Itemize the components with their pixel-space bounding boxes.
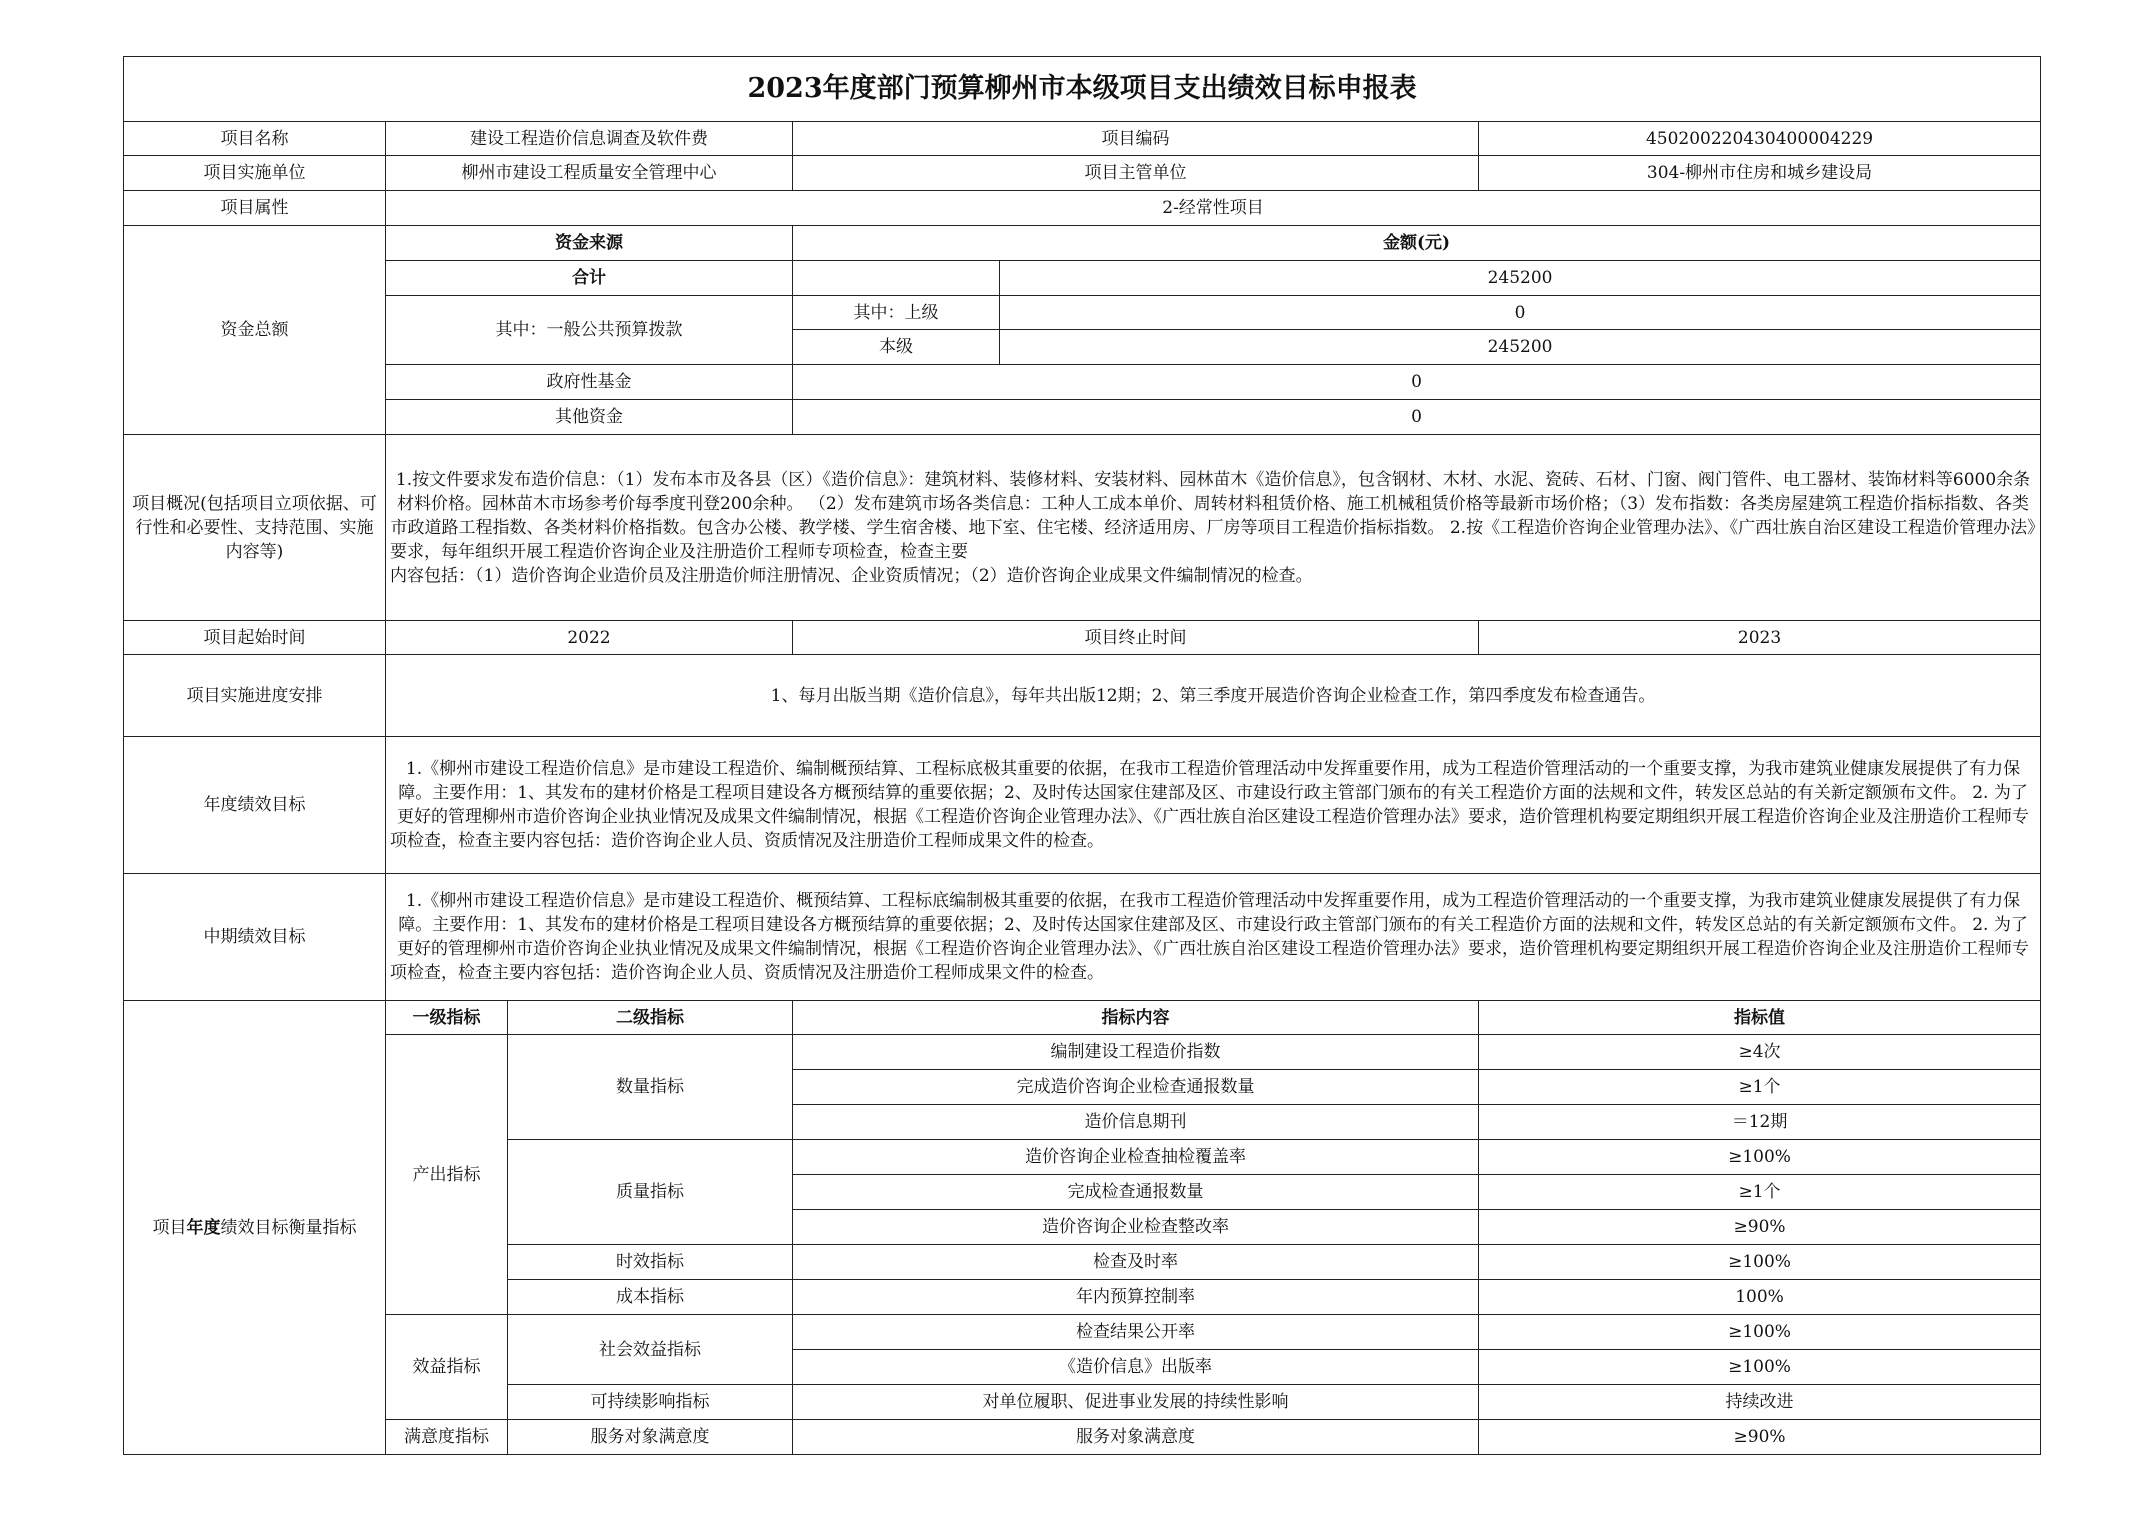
fund-total-empty	[793, 261, 1000, 296]
fund-other-label: 其他资金	[386, 400, 793, 435]
project-name-label: 项目名称	[124, 122, 386, 156]
fund-other-value: 0	[793, 400, 2041, 435]
fund-amount-header: 金额(元)	[793, 226, 2041, 261]
overview-label: 项目概况(包括项目立项依据、可行性和必要性、支持范围、实施内容等)	[124, 435, 386, 621]
fund-source-header: 资金来源	[386, 226, 793, 261]
value-header: 指标值	[1479, 1001, 2041, 1035]
indicator-content: 检查结果公开率	[793, 1315, 1479, 1350]
level1-header: 一级指标	[386, 1001, 508, 1035]
end-time-label: 项目终止时间	[793, 621, 1479, 655]
schedule-label: 项目实施进度安排	[124, 655, 386, 737]
midterm-goal-text: 1.《柳州市建设工程造价信息》是市建设工程造价、概预结算、工程标底编制极其重要的依据，在我市工程造价管理活动中发挥重要作用，成为工程造价管理活动的一个重要支撑，为我市建筑业健康发展提供了有力保障。主要作用：1、其发布的建材价格是工程项目建设各方概预结算的重要依据；2、及时传达国家住建部及区、市建设行政主管部门颁布的有关工程造价方面的法规和文件，转发区总站的有关新定额颁布文件。 2. 为了更好的管理柳州市造价咨询企业执业情况及成果文件编制情况，根据《工程造价咨询企业管理办法》、《广西壮族自治区建设工程造价管理办法》要求，造价管理机构要定期组织开展工程造价咨询企业及注册造价工程师专项检查，检查主要内容包括：造价咨询企业人员、资质情况及注册造价工程师成果文件的检查。	[386, 874, 2041, 1001]
indicator-content: 服务对象满意度	[793, 1420, 1479, 1455]
indicator-value: ≥100%	[1479, 1140, 2041, 1175]
fund-gov-value: 0	[793, 365, 2041, 400]
indicator-content: 编制建设工程造价指数	[793, 1035, 1479, 1070]
indicator-content: 造价咨询企业检查整改率	[793, 1210, 1479, 1245]
overview-text-main: 1.按文件要求发布造价信息：（1）发布本市及各县（区）《造价信息》：建筑材料、装修材料、安装材料、园林苗木《造价信息》，包含钢材、木材、水泥、瓷砖、石材、门窗、阀门管件、电工器材、装饰材料等6000余条材料价格。园林苗木市场参考价每季度刊登200余种。 （2）发布建筑市场各类信息：工种人工成本单价、周转材料租赁价格、施工机械租赁价格等最新市场价格；（3）发布指数：各类房屋建筑工程造价指标指数、各类市政道路工程指数、各类材料价格指数。包含办公楼、教学楼、学生宿舍楼、地下室、住宅楼、经济适用房、厂房等项目工程造价指标指数。 2.按《工程造价咨询企业管理办法》、《广西壮族自治区建设工程造价管理办法》要求，每年组织开展工程造价咨询企业及注册造价工程师专项检查，检查主要	[390, 469, 2036, 562]
quantity-indicator: 数量指标	[508, 1035, 793, 1140]
fund-general-label: 其中：一般公共预算拨款	[386, 296, 793, 365]
fund-local-label: 本级	[793, 330, 1000, 365]
form-title: 2023年度部门预算柳州市本级项目支出绩效目标申报表	[124, 57, 2041, 122]
social-benefit-indicator: 社会效益指标	[508, 1315, 793, 1385]
indicators-label-pre: 项目	[152, 1217, 187, 1238]
indicators-label-post: 绩效目标衡量指标	[220, 1217, 357, 1238]
indicator-value: ≥100%	[1479, 1245, 2041, 1280]
satisfaction-indicator: 满意度指标	[386, 1420, 508, 1455]
fund-total-label: 合计	[386, 261, 793, 296]
fund-local-value: 245200	[1000, 330, 2041, 365]
project-code-value: 450200220430400004229	[1479, 122, 2041, 156]
indicators-label-bold: 年度	[186, 1217, 221, 1238]
indicator-value: ≥100%	[1479, 1350, 2041, 1385]
fund-total-value: 245200	[1000, 261, 2041, 296]
fund-upper-value: 0	[1000, 296, 2041, 330]
start-time-value: 2022	[386, 621, 793, 655]
midterm-goal-label: 中期绩效目标	[124, 874, 386, 1001]
cost-indicator: 成本指标	[508, 1280, 793, 1315]
indicator-value: ≥4次	[1479, 1035, 2041, 1070]
indicator-value: 100%	[1479, 1280, 2041, 1315]
indicator-value: ≥1个	[1479, 1070, 2041, 1105]
supervisor-value: 304-柳州市住房和城乡建设局	[1479, 156, 2041, 191]
indicator-value: ≥100%	[1479, 1315, 2041, 1350]
overview-text-last: 内容包括：（1）造价咨询企业造价员及注册造价师注册情况、企业资质情况；（2）造价咨询企业成果文件编制情况的检查。	[390, 565, 1313, 586]
annual-goal-label: 年度绩效目标	[124, 737, 386, 874]
impl-unit-value: 柳州市建设工程质量安全管理中心	[386, 156, 793, 191]
indicators-label	[124, 1001, 386, 1455]
indicator-value: ≥90%	[1479, 1210, 2041, 1245]
quality-indicator: 质量指标	[508, 1140, 793, 1245]
indicator-content: 检查及时率	[793, 1245, 1479, 1280]
indicator-content: 完成造价咨询企业检查通报数量	[793, 1070, 1479, 1105]
benefit-indicator: 效益指标	[386, 1315, 508, 1420]
indicator-content: 年内预算控制率	[793, 1280, 1479, 1315]
schedule-text: 1、每月出版当期《造价信息》，每年共出版12期；2、第三季度开展造价咨询企业检查工作，第四季度发布检查通告。	[386, 655, 2041, 737]
indicator-content: 《造价信息》出版率	[793, 1350, 1479, 1385]
project-attr-label: 项目属性	[124, 191, 386, 226]
project-code-label: 项目编码	[793, 122, 1479, 156]
annual-goal-text: 1.《柳州市建设工程造价信息》是市建设工程造价、编制概预结算、工程标底极其重要的依据，在我市工程造价管理活动中发挥重要作用，成为工程造价管理活动的一个重要支撑，为我市建筑业健康发展提供了有力保障。主要作用：1、其发布的建材价格是工程项目建设各方概预结算的重要依据；2、及时传达国家住建部及区、市建设行政主管部门颁布的有关工程造价方面的法规和文件，转发区总站的有关新定额颁布文件。 2. 为了更好的管理柳州市造价咨询企业执业情况及成果文件编制情况，根据《工程造价咨询企业管理办法》、《广西壮族自治区建设工程造价管理办法》要求，造价管理机构要定期组织开展工程造价咨询企业及注册造价工程师专项检查，检查主要内容包括：造价咨询企业人员、资质情况及注册造价工程师成果文件的检查。	[386, 737, 2041, 874]
indicator-content: 造价信息期刊	[793, 1105, 1479, 1140]
start-time-label: 项目起始时间	[124, 621, 386, 655]
project-attr-value: 2-经常性项目	[386, 191, 2041, 226]
supervisor-label: 项目主管单位	[793, 156, 1479, 191]
output-indicator: 产出指标	[386, 1035, 508, 1315]
indicator-value: ＝12期	[1479, 1105, 2041, 1140]
performance-form-table	[123, 56, 2041, 1455]
content-header: 指标内容	[793, 1001, 1479, 1035]
indicator-content: 造价咨询企业检查抽检覆盖率	[793, 1140, 1479, 1175]
funds-label: 资金总额	[124, 226, 386, 435]
fund-upper-label: 其中：上级	[793, 296, 1000, 330]
service-satisfaction-indicator: 服务对象满意度	[508, 1420, 793, 1455]
level2-header: 二级指标	[508, 1001, 793, 1035]
end-time-value: 2023	[1479, 621, 2041, 655]
timeliness-indicator: 时效指标	[508, 1245, 793, 1280]
sustain-indicator: 可持续影响指标	[508, 1385, 793, 1420]
project-name-value: 建设工程造价信息调查及软件费	[386, 122, 793, 156]
indicator-value: 持续改进	[1479, 1385, 2041, 1420]
indicator-value: ≥1个	[1479, 1175, 2041, 1210]
indicator-content: 对单位履职、促进事业发展的持续性影响	[793, 1385, 1479, 1420]
indicator-value: ≥90%	[1479, 1420, 2041, 1455]
fund-gov-label: 政府性基金	[386, 365, 793, 400]
impl-unit-label: 项目实施单位	[124, 156, 386, 191]
overview-text	[386, 435, 2041, 621]
indicator-content: 完成检查通报数量	[793, 1175, 1479, 1210]
